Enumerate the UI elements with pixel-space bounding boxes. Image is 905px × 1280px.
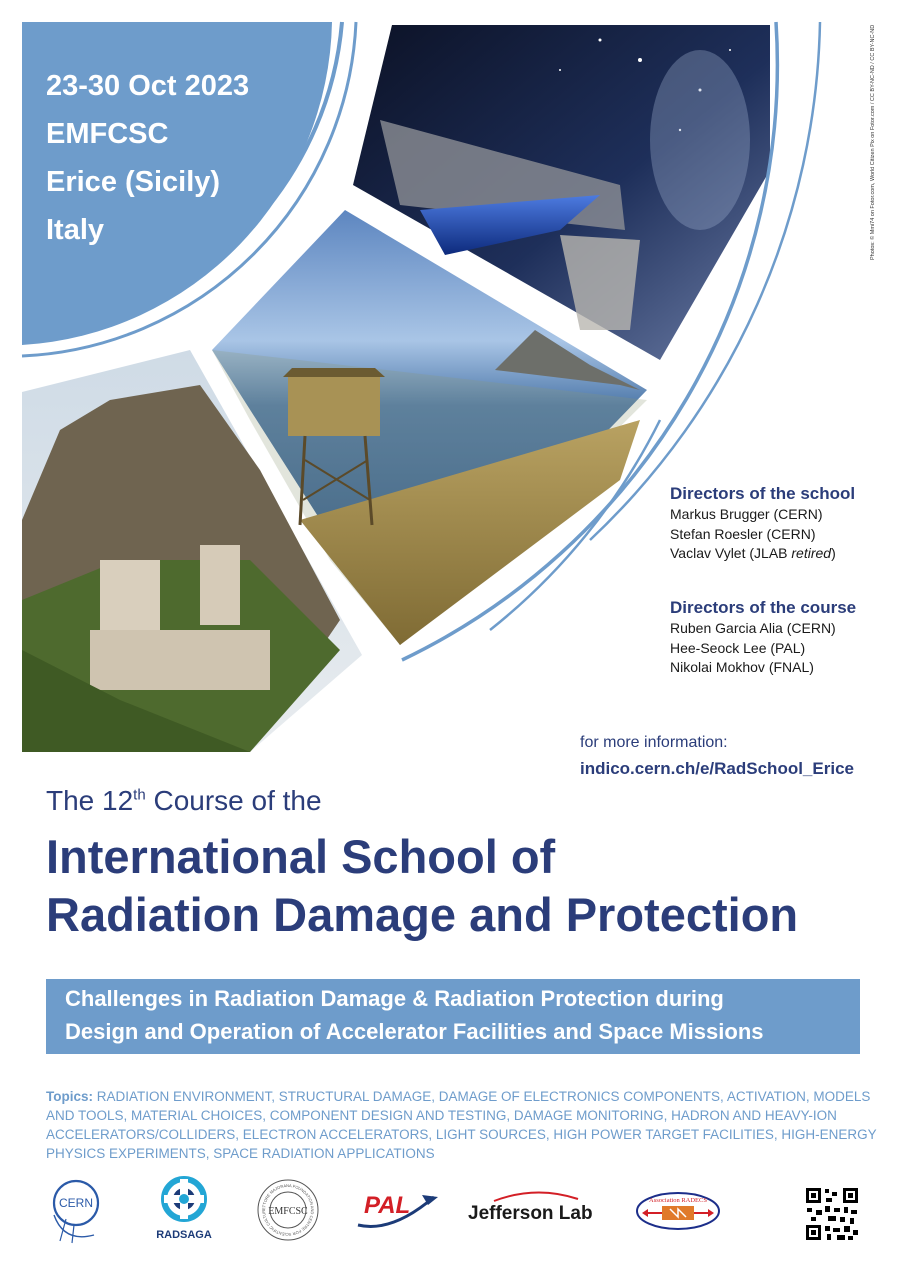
- cern-logo: [44, 1175, 110, 1245]
- retired-note: retired: [791, 545, 832, 561]
- school-directors-heading: Directors of the school: [670, 484, 856, 503]
- course-director-2: Hee-Seock Lee (PAL): [670, 639, 806, 656]
- radecs-logo: [634, 1175, 722, 1245]
- topics-label: Topics:: [46, 1089, 93, 1104]
- pal-logo-text: PAL: [364, 1192, 411, 1219]
- indico-link[interactable]: indico.cern.ch/e/RadSchool_Erice: [580, 759, 854, 778]
- pal-logo: [352, 1175, 440, 1245]
- page-title: [46, 828, 798, 944]
- school-director-1: Markus Brugger (CERN): [670, 506, 823, 522]
- event-date: 23-30 Oct 2023: [46, 70, 250, 102]
- emfcsc-logo: [256, 1175, 320, 1245]
- school-director-3: Vaclav Vylet (JLAB retired): [670, 545, 836, 561]
- topics: [46, 1087, 881, 1163]
- school-directors: [670, 483, 890, 564]
- course-directors: [670, 597, 890, 678]
- cern-logo-text: CERN: [58, 1196, 94, 1210]
- jefferson-lab-logo: [466, 1175, 600, 1245]
- event-info: [46, 62, 249, 254]
- radsaga-logo-text: RADSAGA: [156, 1229, 212, 1241]
- event-city: Erice (Sicily): [46, 166, 221, 198]
- subtitle-line-2: Design and Operation of Accelerator Facilities and Space Missions: [65, 1019, 764, 1044]
- more-info: [580, 730, 854, 782]
- school-director-2: Stefan Roesler (CERN): [670, 525, 816, 542]
- radsaga-logo: [150, 1175, 218, 1245]
- photo-credit-text: Photos: © Mmi74 on Fotor.com, World Citizen Pix on Fotor.com / CC BY-NC-ND / CC BY-NC-ND: [870, 24, 876, 260]
- subtitle-line-1: Challenges in Radiation Damage & Radiation Protection during: [65, 986, 724, 1011]
- qr-code-icon[interactable]: [804, 1186, 860, 1242]
- radecs-logo-text: Association RADECS: [649, 1197, 707, 1204]
- topics-text: RADIATION ENVIRONMENT, STRUCTURAL DAMAGE, DAMAGE OF ELECTRONICS COMPONENTS, ACTIVATION, MODELS AND TOOLS, MATERIAL CHOICES, COMPONENT DESIGN AND TESTING, DAMAGE MONITORING, HADRON AND HEAVY-ION ACCELERATORS/COLLIDERS, ELECTRON ACCELERATORS, LIGHT SOURCES, HIGH POWER TARGET FACILITIES, HIGH-ENERGY PHYSICS EXPERIMENTS, SPACE RADIATION APPLICATIONS: [46, 1089, 877, 1161]
- more-info-label: for more information:: [580, 734, 728, 751]
- course-director-1: Ruben Garcia Alia (CERN): [670, 620, 836, 636]
- course-line: The 12th Course of the: [46, 785, 322, 816]
- photo-credit: [870, 22, 882, 262]
- event-country: Italy: [46, 214, 105, 246]
- course-directors-heading: Directors of the course: [670, 598, 857, 617]
- event-venue: EMFCSC: [46, 118, 169, 150]
- emfcsc-ring-text: ETTORE MAJORANA FOUNDATION AND CENTRE FOR SCIENTIFIC CULTUR: [260, 1182, 316, 1238]
- subtitle-band: [46, 979, 860, 1054]
- ordinal-suffix: th: [133, 786, 146, 804]
- emfcsc-logo-text: EMFCSC: [268, 1206, 308, 1217]
- jefferson-lab-logo-text: Jefferson Lab: [468, 1203, 593, 1224]
- title-line-1: International School of: [46, 830, 556, 883]
- course-director-3: Nikolai Mokhov (FNAL): [670, 659, 814, 675]
- title-line-2: Radiation Damage and Protection: [46, 888, 799, 941]
